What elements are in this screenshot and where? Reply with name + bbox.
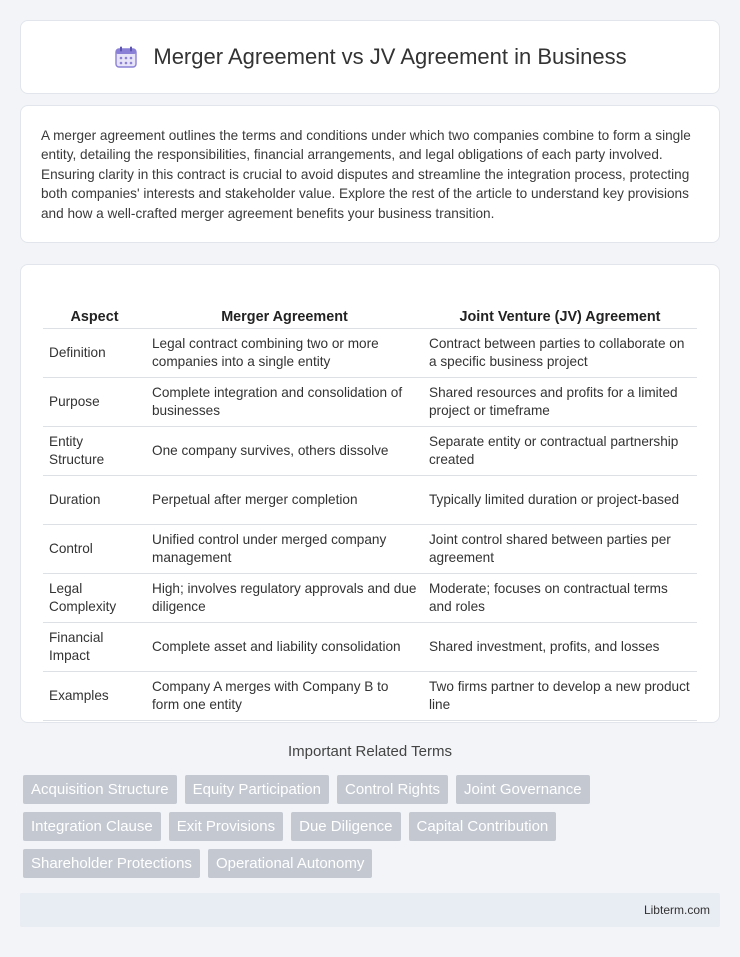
merger-cell: Legal contract combining two or more companies into a single entity [146,329,423,378]
related-term-tag[interactable]: Due Diligence [291,812,400,841]
related-term-tag[interactable]: Equity Participation [185,775,329,804]
aspect-cell: Purpose [43,378,146,427]
related-term-tag[interactable]: Operational Autonomy [208,849,372,878]
related-terms-title: Important Related Terms [288,743,452,760]
related-term-tag[interactable]: Shareholder Protections [23,849,200,878]
related-term-tag[interactable]: Joint Governance [456,775,590,804]
header-jv: Joint Venture (JV) Agreement [423,285,697,329]
header-aspect: Aspect [43,285,146,329]
jv-cell: Moderate; focuses on contractual terms and roles [423,574,697,623]
aspect-cell: Legal Complexity [43,574,146,623]
related-term-tag[interactable]: Capital Contribution [409,812,557,841]
jv-cell: Contract between parties to collaborate on a specific business project [423,329,697,378]
jv-cell: Joint control shared between parties per agreement [423,525,697,574]
merger-cell: One company survives, others dissolve [146,427,423,476]
footer [20,893,720,927]
table-row [43,672,697,721]
jv-cell: Shared investment, profits, and losses [423,623,697,672]
jv-cell: Two firms partner to develop a new product line [423,672,697,721]
table-row [43,623,697,672]
page-title: Merger Agreement vs JV Agreement in Business [153,44,627,69]
intro-paragraph: A merger agreement outlines the terms and conditions under which two companies combine to form a single entity, detailing the responsibilities, financial arrangements, and legal obligations of each party involved. Ensuring clarity in this contract is crucial to avoid disputes and streamline the integration process, protecting both companies' interests and stakeholder value. Explore the rest of the article to understand key provisions and how a well-crafted merger agreement benefits your business transition. [41,128,691,221]
merger-cell: Complete asset and liability consolidation [146,623,423,672]
aspect-cell: Examples [43,672,146,721]
aspect-cell: Entity Structure [43,427,146,476]
aspect-cell: Financial Impact [43,623,146,672]
table-row [43,476,697,525]
header-merger: Merger Agreement [146,285,423,329]
title-card [20,20,720,94]
table-row [43,427,697,476]
jv-cell: Separate entity or contractual partnership created [423,427,697,476]
jv-cell: Shared resources and profits for a limited project or timeframe [423,378,697,427]
merger-cell: Company A merges with Company B to form one entity [146,672,423,721]
related-term-tag[interactable]: Acquisition Structure [23,775,177,804]
related-term-tag[interactable]: Integration Clause [23,812,161,841]
related-term-tag[interactable]: Control Rights [337,775,448,804]
related-terms-list [23,775,723,878]
merger-cell: Unified control under merged company management [146,525,423,574]
aspect-cell: Duration [43,476,146,525]
related-term-tag[interactable]: Exit Provisions [169,812,283,841]
footer-brand-link[interactable]: Libterm.com [643,903,710,917]
comparison-table-card [20,264,720,723]
comparison-table [43,285,697,721]
aspect-cell: Control [43,525,146,574]
intro-card [20,105,720,243]
table-row [43,329,697,378]
jv-cell: Typically limited duration or project-based [423,476,697,525]
calendar-icon [113,44,139,70]
table-row [43,525,697,574]
merger-cell: High; involves regulatory approvals and due diligence [146,574,423,623]
aspect-cell: Definition [43,329,146,378]
merger-cell: Complete integration and consolidation of businesses [146,378,423,427]
table-header-row [43,285,697,329]
table-row [43,378,697,427]
table-row [43,574,697,623]
merger-cell: Perpetual after merger completion [146,476,423,525]
